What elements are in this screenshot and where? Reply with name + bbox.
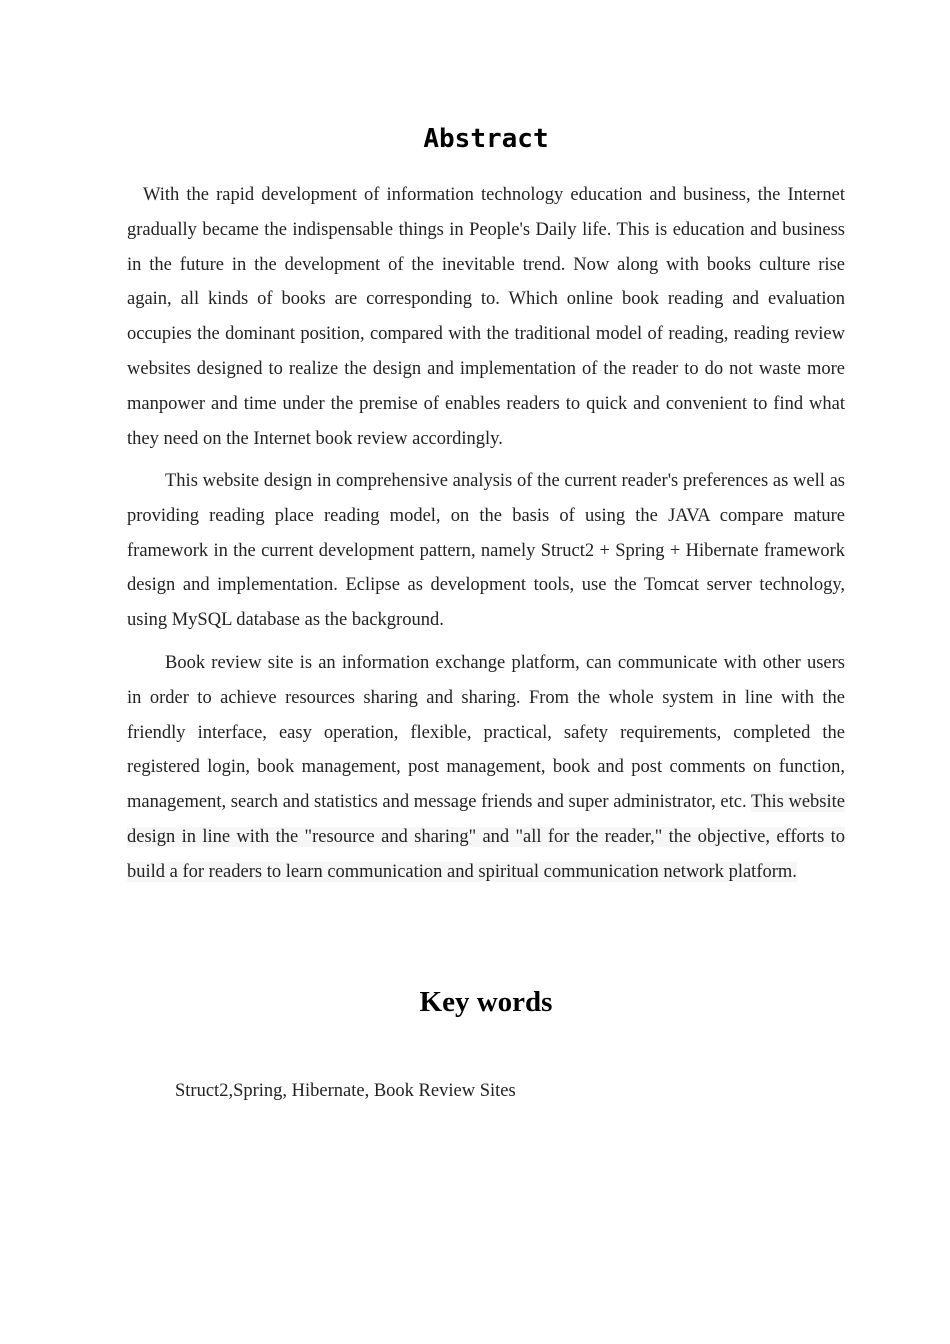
keywords-heading: Key words xyxy=(419,986,553,1018)
abstract-heading: Abstract xyxy=(423,124,549,154)
abstract-paragraph-2: This website design in comprehensive analysis of the current reader's preferences as well as providing reading place reading model, on the basis of using the JAVA compare mature framework in the current development pattern, namely Struct2 + Spring + Hibernate framework design and implementation. Eclipse as development tools, use the Tomcat server technology, using MySQL database as the background. xyxy=(127,471,845,631)
keywords-list: Struct2,Spring, Hibernate, Book Review Sites xyxy=(175,1081,516,1101)
paragraph-3-text: Book review site is an information exchange platform, can communicate with other users in order to achieve resources sharing and sharing. From the whole system in line with the friendly interface, easy operation, flexible, practical, safety requirements, completed the registered login, book management, post management, book and post comments on function, management, search and statistics and message friends and super administrator, etc. xyxy=(127,653,845,813)
paragraph-3-highlighted-text: This website design in line with the "resource and sharing" and "all for the reader," the objective, efforts to build a for readers to learn communication and spiritual communication network platform. xyxy=(127,792,845,882)
abstract-paragraph-1: With the rapid development of information technology education and business, the Internet gradually became the indispensable things in People's Daily life. This is education and business in the future in the development of the inevitable trend. Now along with books culture rise again, all kinds of books are corresponding to. Which online book reading and evaluation occupies the dominant position, compared with the traditional model of reading, reading review websites designed to realize the design and implementation of the reader to do not waste more manpower and time under the premise of enables readers to quick and convenient to find what they need on the Internet book review accordingly. xyxy=(127,185,845,449)
abstract-paragraph-3 xyxy=(127,646,845,890)
